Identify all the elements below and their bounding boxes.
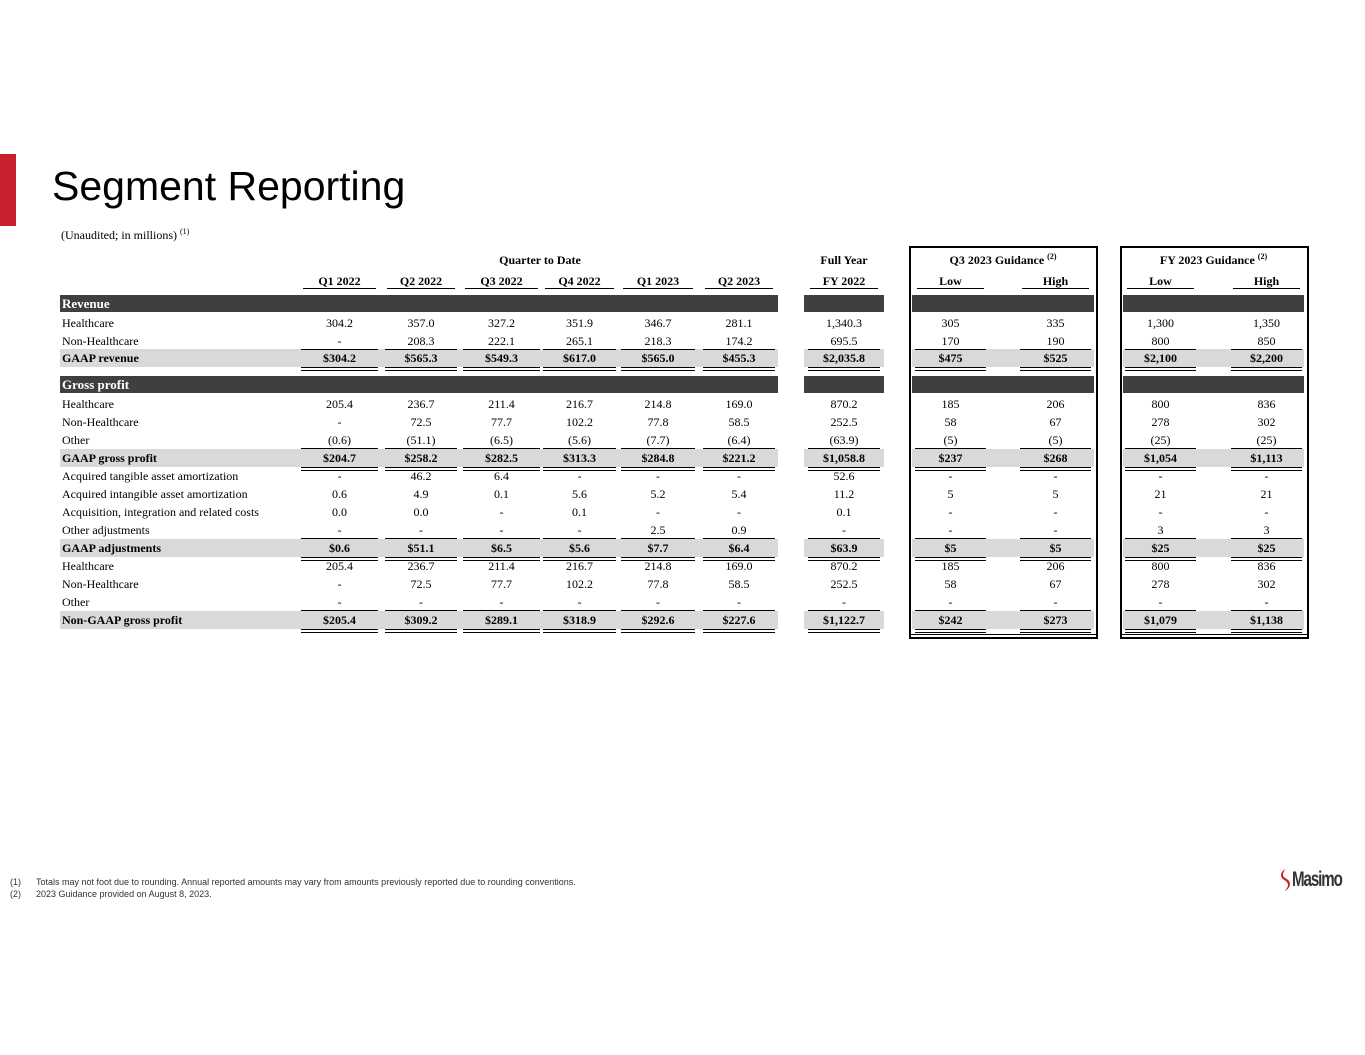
table-cell: - [337,577,342,591]
table-cell: - [842,595,846,609]
total-double-rule [543,629,616,633]
table-cell: $25 [1151,541,1170,555]
table-cell: 205.4 [326,559,353,573]
table-cell: - [337,334,342,348]
total-double-rule [301,367,378,371]
table-cell: - [948,523,953,537]
section-band [1123,376,1304,393]
table-cell: 265.1 [566,334,593,348]
table-cell: 302 [1257,415,1276,429]
footnote-1: (1) Totals may not foot due to rounding. Annual reported amounts may vary from amounts previously reported due to rounding conventions. [10,877,576,887]
table-cell: 281.1 [725,316,753,330]
table-cell: $5.6 [569,541,590,555]
table-cell: (63.9) [829,433,859,447]
total-double-rule [1125,367,1196,371]
row-label: Other [62,433,90,447]
table-cell: - [1158,595,1163,609]
table-cell: $1,058.8 [823,451,865,465]
table-cell: 252.5 [830,577,858,591]
table-cell: 77.8 [647,415,669,429]
table-cell: $1,138 [1250,613,1283,627]
table-cell: - [499,505,504,519]
table-cell: - [948,595,953,609]
table-cell: 346.7 [644,316,672,330]
table-cell: 3 [1263,523,1270,537]
total-double-rule [808,629,880,633]
table-cell: 335 [1046,316,1065,330]
row-label: Non-Healthcare [62,577,139,591]
table-cell: 5 [947,487,954,501]
table-cell: 77.8 [647,577,669,591]
total-double-rule [301,629,378,633]
table-cell: 3 [1157,523,1164,537]
table-cell: - [948,505,953,519]
table-cell: $289.1 [485,613,518,627]
table-cell: 77.7 [491,577,512,591]
table-cell: 351.9 [566,316,593,330]
table-cell: (6.5) [490,433,513,447]
table-cell: (7.7) [646,433,670,447]
table-cell: - [337,523,342,537]
table-cell: 21 [1154,487,1167,501]
row-label: Non-Healthcare [62,415,139,429]
table-cell: - [1053,505,1058,519]
table-cell: 6.4 [494,469,509,483]
column-header: Low [917,275,984,289]
table-cell: 216.7 [566,559,593,573]
table-cell: 190 [1046,334,1065,348]
table-cell: 58 [944,577,957,591]
table-cell: 72.5 [410,415,432,429]
table-cell: 252.5 [830,415,858,429]
total-double-rule [1020,629,1091,633]
masimo-logo-icon [1279,869,1291,891]
table-cell: $565.3 [404,351,438,365]
table-cell: 0.9 [731,523,747,537]
column-header: Q2 2023 [705,275,773,289]
table-cell: - [1053,595,1058,609]
table-cell: $525 [1043,351,1068,365]
table-cell: 102.2 [566,577,593,591]
table-cell: $5 [944,541,957,555]
column-header: FY 2022 [810,275,878,289]
row-label: Healthcare [62,316,114,330]
total-double-rule [1231,367,1302,371]
table-cell: - [948,469,953,483]
table-cell: (0.6) [328,433,351,447]
table-cell: 67 [1049,415,1062,429]
total-double-rule [1125,629,1196,633]
table-cell: - [656,595,660,609]
table-cell: $549.3 [485,351,518,365]
table-cell: 800 [1151,397,1170,411]
table-cell: - [337,595,342,609]
table-cell: (51.1) [406,433,436,447]
section-label-revenue: Revenue [62,296,110,311]
total-double-rule [915,629,986,633]
table-cell: 169.0 [725,559,753,573]
table-cell: 46.2 [410,469,432,483]
table-cell: 278 [1151,415,1170,429]
table-cell: 695.5 [830,334,858,348]
table-cell: $5 [1049,541,1062,555]
table-cell: - [737,505,741,519]
table-cell: - [577,523,582,537]
column-header: Q4 2022 [545,275,614,289]
total-double-rule [543,367,616,371]
table-cell: 1,300 [1147,316,1174,330]
table-cell: $565.0 [641,351,675,365]
table-cell: 870.2 [830,559,858,573]
table-cell: 278 [1151,577,1170,591]
table-cell: 327.2 [488,316,515,330]
accent-bar [0,154,16,226]
table-cell: - [1264,505,1269,519]
table-cell: - [1158,505,1163,519]
table-cell: - [1053,523,1058,537]
table-cell: 0.1 [572,505,587,519]
table-cell: $7.7 [647,541,669,555]
row-label: Non-GAAP gross profit [62,613,183,627]
table-cell: $2,100 [1144,351,1177,365]
section-band [912,295,1094,312]
total-double-rule [463,367,540,371]
table-cell: 236.7 [407,559,435,573]
table-cell: - [419,595,423,609]
table-cell: 211.4 [488,397,515,411]
table-cell: $1,122.7 [823,613,865,627]
table-cell: 169.0 [725,397,753,411]
table-cell: $0.6 [329,541,350,555]
row-label: Healthcare [62,397,114,411]
table-cell: 1,350 [1253,316,1280,330]
table-cell: $268 [1043,451,1068,465]
table-cell: (6.4) [727,433,751,447]
logo-text: Masimo [1292,868,1342,891]
table-cell: $292.6 [641,613,675,627]
table-cell: 208.3 [407,334,435,348]
table-cell: 5.2 [650,487,666,501]
group-header-full-year: Full Year [820,253,868,267]
table-cell: 185 [941,559,960,573]
table-cell: - [419,523,423,537]
table-cell: $51.1 [407,541,435,555]
table-cell: 58.5 [728,415,750,429]
table-cell: 174.2 [725,334,753,348]
group-header-quarter-to-date: Quarter to Date [499,253,581,267]
table-cell: - [1053,469,1058,483]
column-header: Low [1127,275,1194,289]
table-cell: $205.4 [323,613,356,627]
table-cell: 0.1 [836,505,852,519]
table-cell: 2.5 [650,523,666,537]
table-cell: $204.7 [323,451,356,465]
table-cell: - [337,415,342,429]
table-cell: 357.0 [407,316,435,330]
table-cell: $304.2 [323,351,356,365]
table-cell: 0.1 [494,487,509,501]
table-cell: $221.2 [722,451,756,465]
table-cell: $237 [938,451,963,465]
table-cell: (5.6) [568,433,591,447]
table-cell: - [737,469,741,483]
column-header: High [1233,275,1300,289]
table-cell: 5.4 [731,487,747,501]
page-title: Segment Reporting [52,163,406,209]
table-cell: 305 [941,316,960,330]
table-cell: 800 [1151,334,1170,348]
table-cell: 211.4 [488,559,515,573]
table-cell: - [1264,469,1269,483]
row-label: GAAP gross profit [62,451,157,465]
table-cell: - [337,469,342,483]
row-label: GAAP revenue [62,351,139,365]
row-label: Other adjustments [62,523,150,537]
table-cell: $25 [1257,541,1276,555]
total-double-rule [463,629,540,633]
table-cell: 5 [1052,487,1059,501]
table-cell: - [577,595,582,609]
table-cell: (5) [943,433,958,447]
column-header: Q1 2022 [303,275,376,289]
table-cell: - [842,523,846,537]
table-cell: $273 [1043,613,1068,627]
table-cell: 302 [1257,577,1276,591]
table-cell: 4.9 [413,487,429,501]
total-double-rule [808,367,880,371]
row-label: Acquired tangible asset amortization [62,469,239,483]
row-label: Acquisition, integration and related costs [62,505,259,519]
table-cell: $2,035.8 [823,351,865,365]
group-header-fy-guidance: FY 2023 Guidance $^{(2)}$ [1159,252,1268,267]
total-double-rule [703,367,775,371]
total-double-rule [915,367,986,371]
footnote-2: (2) 2023 Guidance provided on August 8, 2023. [10,889,212,899]
table-cell: 205.4 [326,397,353,411]
table-cell: - [1264,595,1269,609]
table-cell: 0.0 [332,505,347,519]
table-cell: 304.2 [326,316,353,330]
table-cell: $475 [938,351,963,365]
table-cell: $318.9 [563,613,596,627]
table-cell: 170 [941,334,960,348]
total-double-rule [385,367,457,371]
table-cell: 206 [1046,397,1065,411]
table-cell: - [577,469,582,483]
table-cell: - [656,505,660,519]
table-cell: 836 [1257,397,1276,411]
table-cell: $242 [938,613,963,627]
column-header: Q3 2022 [465,275,538,289]
total-double-rule [621,367,695,371]
table-cell: (25) [1150,433,1171,447]
table-cell: 218.3 [644,334,672,348]
section-band [1123,295,1304,312]
row-label: Healthcare [62,559,114,573]
row-label: Other [62,595,90,609]
table-cell: 214.8 [644,559,672,573]
table-cell: - [499,523,504,537]
total-double-rule [703,629,775,633]
table-cell: 58 [944,415,957,429]
table-cell: 206 [1046,559,1065,573]
table-cell: 1,340.3 [826,316,862,330]
total-double-rule [1020,367,1091,371]
table-cell: $1,113 [1250,451,1283,465]
table-cell: 58.5 [728,577,750,591]
table-cell: $227.6 [722,613,756,627]
table-cell: $617.0 [563,351,596,365]
section-band [804,376,884,393]
column-header: Q2 2022 [387,275,455,289]
table-cell: $284.8 [641,451,675,465]
table-cell: $313.3 [563,451,596,465]
table-cell: 870.2 [830,397,858,411]
table-cell: - [737,595,741,609]
table-cell: 67 [1049,577,1062,591]
table-cell: 52.6 [833,469,855,483]
table-cell: $6.4 [728,541,750,555]
table-cell: 21 [1260,487,1273,501]
total-double-rule [621,629,695,633]
column-header: High [1022,275,1089,289]
total-double-rule [1231,629,1302,633]
group-header-q3-guidance: Q3 2023 Guidance $^{(2)}$ [949,252,1057,267]
table-cell: $1,079 [1144,613,1177,627]
table-cell: 0.6 [332,487,347,501]
table-cell: - [656,469,660,483]
table-cell: 214.8 [644,397,672,411]
table-cell: $258.2 [404,451,438,465]
row-label: Non-Healthcare [62,334,139,348]
table-cell: 216.7 [566,397,593,411]
table-cell: $309.2 [404,613,438,627]
total-double-rule [385,629,457,633]
section-label-gross-profit: Gross profit [62,377,130,392]
row-label: Acquired intangible asset amortization [62,487,248,501]
table-cell: 222.1 [488,334,515,348]
section-band [60,295,778,312]
table-cell: $282.5 [485,451,518,465]
table-cell: (25) [1256,433,1277,447]
column-header: Q1 2023 [623,275,693,289]
section-band [804,295,884,312]
table-cell: 800 [1151,559,1170,573]
table-cell: $2,200 [1250,351,1283,365]
section-band [60,376,778,393]
table-cell: $1,054 [1144,451,1177,465]
table-cell: 236.7 [407,397,435,411]
row-label: GAAP adjustments [62,541,162,555]
table-cell: $63.9 [830,541,858,555]
table-cell: 836 [1257,559,1276,573]
table-cell: 11.2 [833,487,855,501]
table-cell: $6.5 [491,541,512,555]
table-cell: $455.3 [722,351,756,365]
table-cell: 185 [941,397,960,411]
masimo-logo [1279,868,1361,892]
subtitle: (Unaudited; in millions) $^{(1)}$ [61,227,190,242]
table-cell: (5) [1048,433,1063,447]
table-cell: 850 [1257,334,1276,348]
table-cell: 102.2 [566,415,593,429]
table-cell: - [499,595,504,609]
table-cell: 77.7 [491,415,512,429]
table-cell: - [1158,469,1163,483]
table-cell: 5.6 [572,487,587,501]
table-cell: 0.0 [413,505,429,519]
section-band [912,376,1094,393]
table-cell: 72.5 [410,577,432,591]
